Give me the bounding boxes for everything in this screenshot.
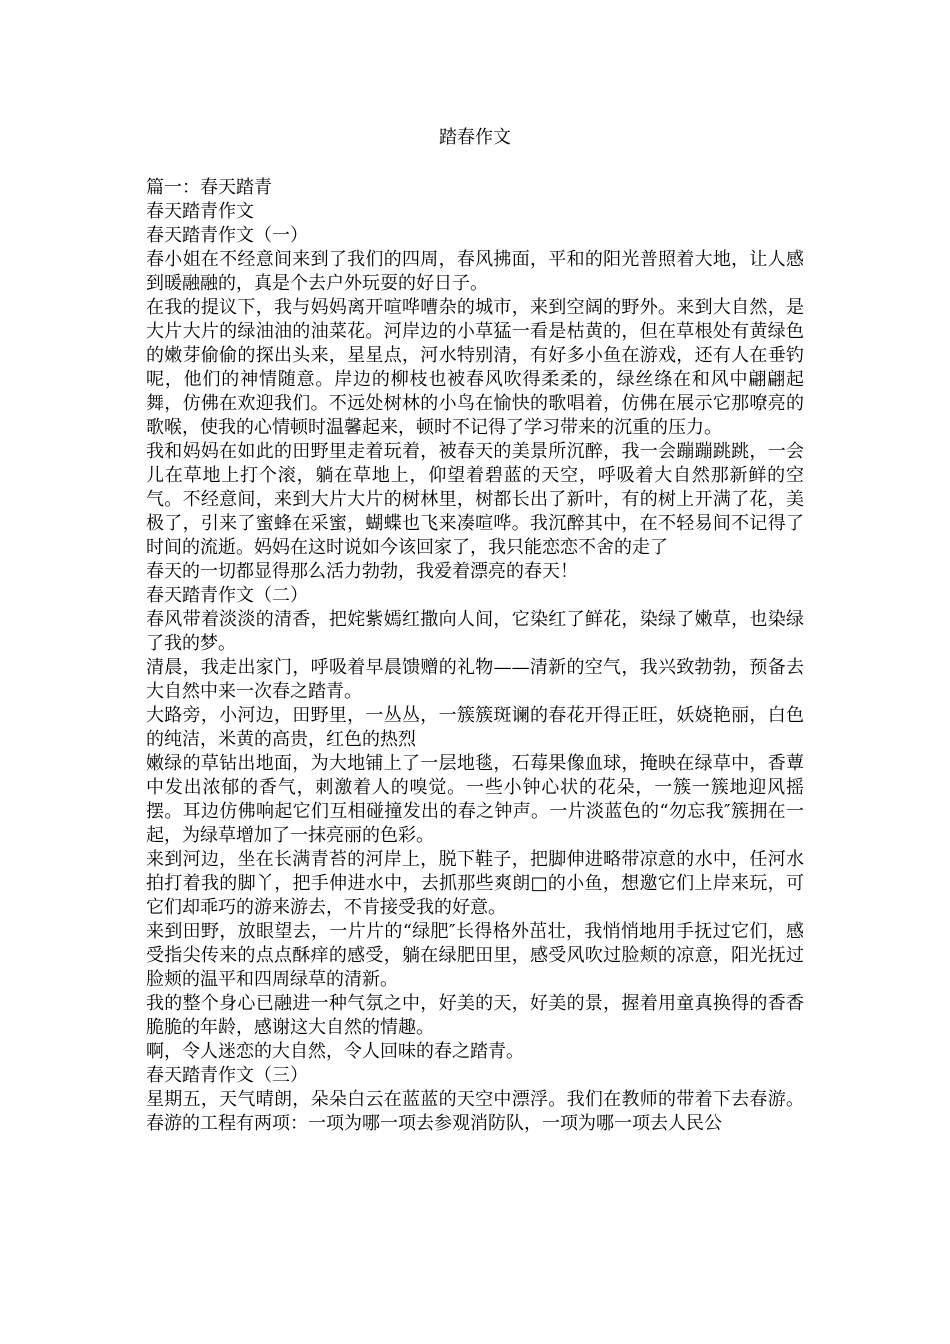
paragraph: 春天的一切都显得那么活力勃勃，我爱着漂亮的春天！ <box>146 561 578 582</box>
paragraph: 春小姐在不经意间来到了我们的四周，春风拂面，平和的阳光普照着大地，让人感到暖融融的，真是个去户外玩耍的好日子。 <box>146 249 804 294</box>
document-body <box>146 176 804 1136</box>
paragraph: 清晨，我走出家门，呼吸着早晨馈赠的礼物——清新的空气，我兴致勃勃，预备去大自然中来一次春之踏青。 <box>146 657 804 702</box>
paragraph: 啊，令人迷恋的大自然，令人回味的春之踏青。 <box>146 1041 524 1062</box>
paragraph: 嫩绿的草钻出地面，为大地铺上了一层地毯，石莓果像血球，掩映在绿草中，香蕈中发出浓郁的香气，刺激着人的嗅觉。一些小钟心状的花朵，一簇一簇地迎风摇摆。耳边仿佛响起它们互相碰撞发出的春之钟声。一片淡蓝色的“勿忘我″簇拥在一起，为绿草增加了一抹亮丽的色彩。 <box>146 753 804 846</box>
part-heading-1: 春天踏青作文（一） <box>146 225 308 246</box>
paragraph: 星期五，天气晴朗，朵朵白云在蓝蓝的天空中漂浮。我们在教师的带着下去春游。春游的工程有两项：一项为哪一项去参观消防队，一项为哪一项去人民公 <box>146 1089 804 1134</box>
part-heading-3: 春天踏青作文（三） <box>146 1065 308 1086</box>
paragraph: 我的整个身心已融进一种气氛之中，好美的天，好美的景，握着用童真换得的香香脆脆的年龄，感谢这大自然的情趣。 <box>146 993 804 1038</box>
paragraph: 来到河边，坐在长满青苔的河岸上，脱下鞋子，把脚伸进略带凉意的水中，任河水拍打着我的脚丫，把手伸进水中，去抓那些爽朗□的小鱼，想邀它们上岸来玩，可它们却乖巧的游来游去，不肯接受我的好意。 <box>146 849 804 918</box>
document-title: 踏春作文 <box>439 127 511 148</box>
section-heading: 篇一：春天踏青 <box>146 177 272 198</box>
paragraph: 在我的提议下，我与妈妈离开喧哗嘈杂的城市，来到空阔的野外。来到大自然，是大片大片的绿油油的油菜花。河岸边的小草猛一看是枯黄的，但在草根处有黄绿色的嫩芽偷偷的探出头来，星星点，河水特别清，有好多小鱼在游戏，还有人在垂钓呢，他们的神情随意。岸边的柳枝也被春风吹得柔柔的，绿丝绦在和风中翩翩起舞，仿佛在欢迎我们。不远处树林的小鸟在愉快的歌唱着，仿佛在展示它那嘹亮的歌喉，使我的心情顿时温馨起来，顿时不记得了学习带来的沉重的压力。 <box>146 297 804 438</box>
paragraph: 我和妈妈在如此的田野里走着玩着，被春天的美景所沉醉，我一会蹦蹦跳跳，一会儿在草地上打个滚，躺在草地上，仰望着碧蓝的天空，呼吸着大自然那新鲜的空气。不经意间，来到大片大片的树林里，树都长出了新叶，有的树上开满了花，美极了，引来了蜜蜂在采蜜，蝴蝶也飞来凑喧哗。我沉醉其中，在不轻易间不记得了时间的流逝。妈妈在这时说如今该回家了，我只能恋恋不舍的走了 <box>146 441 804 558</box>
paragraph: 春风带着淡淡的清香，把姹紫嫣红撒向人间，它染红了鲜花，染绿了嫩草，也染绿了我的梦。 <box>146 609 804 654</box>
article-heading: 春天踏青作文 <box>146 201 254 222</box>
paragraph: 大路旁，小河边，田野里，一丛丛，一簇簇斑谰的春花开得正旺，妖娆艳丽，白色的纯洁，米黄的高贵，红色的热烈 <box>146 705 804 750</box>
part-heading-2: 春天踏青作文（二） <box>146 585 308 606</box>
paragraph: 来到田野，放眼望去，一片片的“绿肥″长得格外茁壮，我悄悄地用手抚过它们，感受指尖传来的点点酥痒的感受，躺在绿肥田里，感受风吹过脸颊的凉意，阳光抚过脸颊的温平和四周绿草的清新。 <box>146 921 804 990</box>
